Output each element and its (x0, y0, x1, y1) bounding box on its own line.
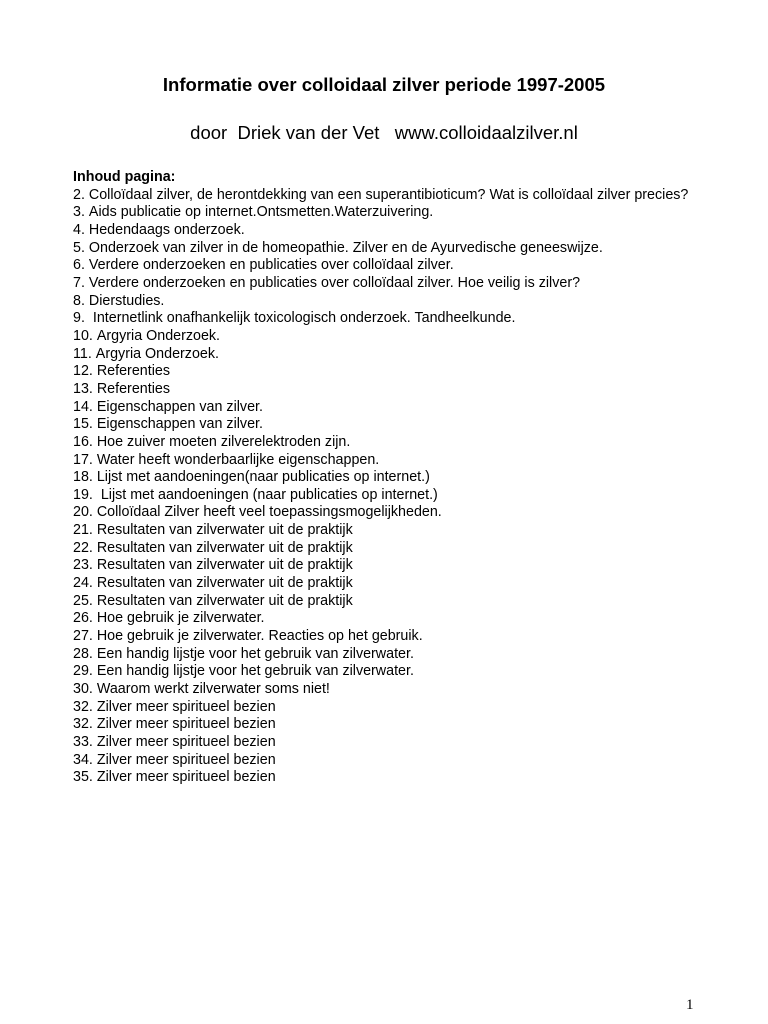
toc-item-page-number: 26. (73, 610, 97, 627)
toc-item (73, 275, 713, 293)
toc-item (73, 187, 713, 205)
toc-item-page-number: 17. (73, 451, 97, 468)
toc-item-page-number: 16. (73, 433, 97, 450)
toc-item (73, 663, 713, 681)
toc-item (73, 504, 713, 522)
toc-item (73, 452, 713, 470)
toc-item-title: Resultaten van zilverwater uit de praktijk (96, 575, 353, 592)
toc-item (73, 522, 713, 540)
toc-item (73, 346, 713, 364)
toc-item-page-number: 32. (73, 716, 97, 733)
toc-item-title: Zilver meer spiritueel bezien (96, 734, 276, 750)
toc-item (73, 293, 713, 311)
toc-item-title: Internetlink onafhankelijk toxicologisch onderzoek. Tandheelkunde. (92, 310, 516, 327)
toc-item (73, 699, 713, 717)
toc-item (73, 540, 713, 558)
toc-item-page-number: 23. (73, 557, 97, 574)
toc-item-page-number: 15. (73, 416, 97, 433)
toc-item-title: Resultaten van zilverwater uit de praktijk (96, 522, 353, 539)
toc-item-page-number: 22. (73, 539, 97, 556)
toc-item-page-number: 27. (73, 628, 97, 645)
toc-item (73, 416, 713, 434)
toc-item-page-number: 13. (73, 380, 97, 397)
toc-item-title: Dierstudies. (88, 292, 165, 309)
toc-item-page-number: 18. (73, 469, 97, 486)
toc-item-title: Hoe gebruik je zilverwater. (96, 610, 265, 627)
toc-item-title: Een handig lijstje voor het gebruik van zilverwater. (96, 645, 414, 662)
toc-item (73, 610, 713, 628)
toc-item (73, 716, 713, 734)
document-title: Informatie over colloidaal zilver periode 1997-2005 (162, 74, 606, 95)
toc-item-page-number: 3. (73, 204, 89, 221)
toc-item-page-number: 32. (73, 698, 97, 715)
toc-item (73, 681, 713, 699)
toc-item-title: Eigenschappen van zilver. (96, 416, 263, 433)
toc-item-title: Hedendaags onderzoek. (88, 221, 245, 238)
toc-item-page-number: 35. (73, 769, 97, 786)
toc-item-page-number: 2. (73, 186, 89, 203)
toc-item-title: Resultaten van zilverwater uit de praktijk (96, 592, 353, 609)
toc-item-title: Zilver meer spiritueel bezien (96, 751, 276, 768)
toc-item-title: Water heeft wonderbaarlijke eigenschappen. (96, 451, 380, 468)
toc-item (73, 752, 713, 770)
toc-item-title: Lijst met aandoeningen(naar publicaties op internet.) (96, 469, 430, 486)
toc-item-title: Argyria Onderzoek. (96, 327, 221, 344)
toc-item-title: Referenties (96, 363, 170, 380)
table-of-contents (73, 169, 713, 787)
toc-item (73, 646, 713, 664)
toc-item-title: Resultaten van zilverwater uit de praktijk (96, 557, 353, 574)
toc-item (73, 469, 713, 487)
toc-item-page-number: 25. (73, 592, 97, 609)
toc-item-page-number: 11. (73, 345, 96, 362)
toc-item (73, 434, 713, 452)
toc-item (73, 593, 713, 611)
toc-item (73, 240, 713, 258)
toc-item-title: Colloïdaal zilver, de herontdekking van een superantibioticum? Wat is colloïdaal zilver precies? (88, 186, 689, 203)
toc-item-title: Onderzoek van zilver in de homeopathie. Zilver en de Ayurvedische geneeswijze. (88, 239, 603, 256)
toc-item (73, 222, 713, 240)
toc-item-page-number: 33. (73, 734, 97, 750)
toc-item-title: Zilver meer spiritueel bezien (96, 716, 276, 733)
toc-item-page-number: 12. (73, 363, 97, 380)
toc-item-title: Resultaten van zilverwater uit de praktijk (96, 539, 353, 556)
toc-item-page-number: 29. (73, 663, 97, 680)
toc-item-page-number: 6. (73, 257, 89, 274)
toc-list (73, 187, 713, 787)
toc-item-page-number: 28. (73, 645, 97, 662)
toc-item (73, 257, 713, 275)
toc-item (73, 487, 713, 505)
toc-item-title: Argyria Onderzoek. (95, 345, 219, 362)
toc-item-title: Aids publicatie op internet.Ontsmetten.Waterzuivering. (88, 204, 434, 221)
toc-item-title: Waarom werkt zilverwater soms niet! (96, 681, 330, 698)
toc-item (73, 363, 713, 381)
toc-item (73, 575, 713, 593)
toc-item (73, 628, 713, 646)
toc-item-page-number: 5. (73, 239, 89, 256)
toc-item-page-number: 10. (73, 327, 97, 344)
toc-item-title: Zilver meer spiritueel bezien (96, 698, 276, 715)
toc-item-title: Hoe zuiver moeten zilverelektroden zijn. (96, 433, 351, 450)
toc-item-page-number: 4. (73, 221, 89, 238)
toc-item-title: Verdere onderzoeken en publicaties over colloïdaal zilver. Hoe veilig is zilver? (88, 274, 581, 291)
toc-item-page-number: 20. (73, 504, 97, 521)
toc-item (73, 381, 713, 399)
toc-item-title: Een handig lijstje voor het gebruik van zilverwater. (96, 663, 414, 680)
toc-item (73, 557, 713, 575)
toc-item (73, 399, 713, 417)
toc-item-title: Hoe gebruik je zilverwater. Reacties op het gebruik. (96, 628, 423, 645)
toc-item (73, 734, 713, 752)
toc-item-page-number: 9. (73, 310, 93, 327)
toc-item-title: Referenties (96, 380, 170, 397)
toc-item-page-number: 24. (73, 575, 97, 592)
document-byline: door Driek van der Vet www.colloidaalzilver.nl (190, 122, 578, 143)
toc-item-page-number: 7. (73, 274, 89, 291)
toc-item-page-number: 14. (73, 398, 97, 415)
toc-item-title: Zilver meer spiritueel bezien (96, 769, 276, 786)
toc-item-page-number: 8. (73, 292, 89, 309)
page-number: 1 (686, 997, 694, 1013)
toc-item-title: Lijst met aandoeningen (naar publicaties op internet.) (100, 486, 438, 503)
toc-item (73, 328, 713, 346)
toc-item-title: Verdere onderzoeken en publicaties over colloïdaal zilver. (88, 257, 454, 274)
toc-item (73, 204, 713, 222)
toc-item-title: Colloïdaal Zilver heeft veel toepassingsmogelijkheden. (96, 504, 442, 521)
toc-item-page-number: 34. (73, 751, 97, 768)
toc-heading: Inhoud pagina: (73, 169, 176, 185)
toc-item (73, 769, 713, 787)
toc-item-page-number: 19. (73, 486, 101, 503)
toc-item-title: Eigenschappen van zilver. (96, 398, 263, 415)
toc-item-page-number: 21. (73, 522, 97, 539)
toc-item-page-number: 30. (73, 681, 97, 698)
toc-item (73, 310, 713, 328)
